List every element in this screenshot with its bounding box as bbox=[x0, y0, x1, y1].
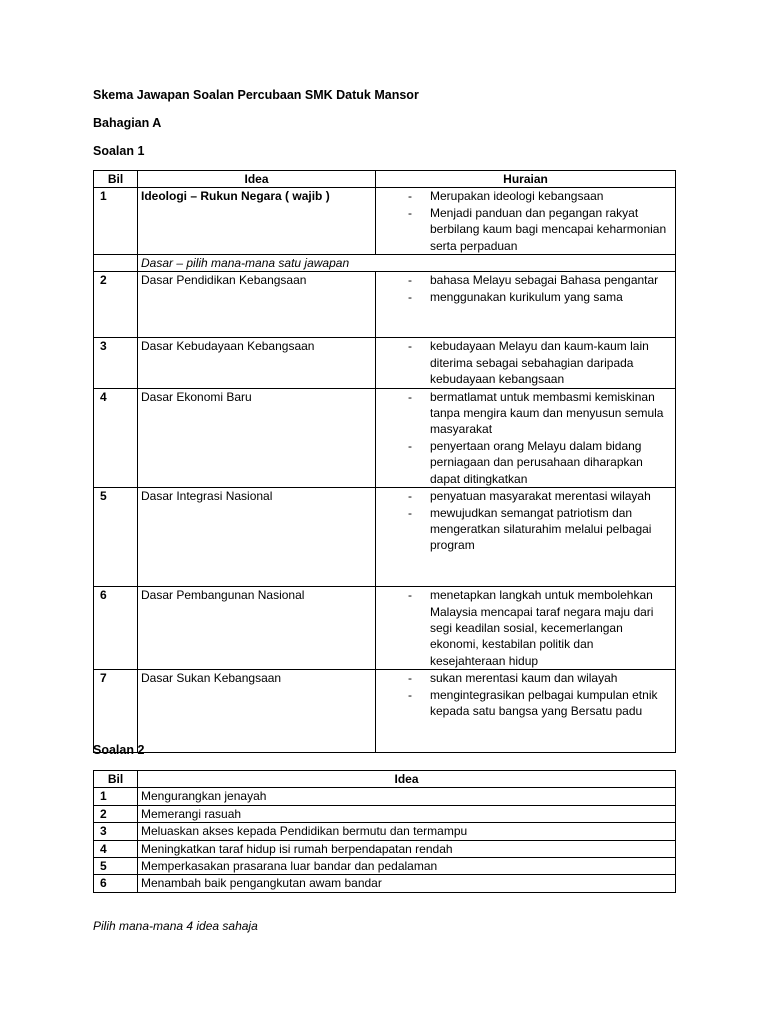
huraian-text: bermatlamat untuk membasmi kemiskinan tanpa mengira kaum dan menyusun semula masyarakat bbox=[430, 389, 664, 437]
header-bil: Bil bbox=[94, 771, 138, 788]
huraian-point bbox=[379, 338, 672, 387]
huraian-text: menggunakan kurikulum yang sama bbox=[430, 289, 623, 304]
dash-bullet: - bbox=[408, 273, 412, 288]
row-number: 1 bbox=[94, 788, 138, 805]
huraian-text: penyatuan masyarakat merentasi wilayah bbox=[430, 489, 651, 504]
row-number: 5 bbox=[94, 488, 138, 587]
huraian-text: Menjadi panduan dan pegangan rakyat berbilang kaum bagi mencapai keharmonian serta perpaduan bbox=[430, 205, 667, 253]
header-idea: Idea bbox=[138, 171, 376, 188]
dash-bullet: - bbox=[408, 505, 412, 520]
huraian-list bbox=[379, 488, 672, 554]
dash-bullet: - bbox=[408, 205, 412, 220]
row-number: 5 bbox=[94, 858, 138, 875]
huraian-list bbox=[379, 587, 672, 669]
row-idea: Dasar Sukan Kebangsaan bbox=[138, 670, 376, 753]
row-number: 7 bbox=[94, 670, 138, 753]
huraian-point bbox=[379, 438, 672, 487]
huraian-point bbox=[379, 389, 672, 438]
header-huraian: Huraian bbox=[376, 171, 676, 188]
document-title: Skema Jawapan Soalan Percubaan SMK Datuk Mansor bbox=[93, 88, 419, 102]
dash-bullet: - bbox=[408, 189, 412, 204]
dash-bullet: - bbox=[408, 687, 412, 702]
table-row bbox=[94, 805, 676, 822]
row-number: 2 bbox=[94, 272, 138, 338]
dash-bullet: - bbox=[408, 389, 412, 404]
table-row bbox=[94, 188, 676, 255]
table-row bbox=[94, 823, 676, 840]
huraian-point bbox=[379, 587, 672, 669]
huraian-list bbox=[379, 338, 672, 387]
table-row bbox=[94, 272, 676, 338]
table-header-row bbox=[94, 171, 676, 188]
table-row bbox=[94, 858, 676, 875]
row-idea: Mengurangkan jenayah bbox=[138, 788, 676, 805]
huraian-text: sukan merentasi kaum dan wilayah bbox=[430, 671, 618, 686]
row-number: 1 bbox=[94, 188, 138, 255]
huraian-point bbox=[379, 205, 672, 254]
huraian-text: bahasa Melayu sebagai Bahasa pengantar bbox=[430, 273, 659, 288]
row-idea: Memerangi rasuah bbox=[138, 805, 676, 822]
row-idea: Meningkatkan taraf hidup isi rumah berpendapatan rendah bbox=[138, 840, 676, 857]
huraian-text: kebudayaan Melayu dan kaum-kaum lain diterima sebagai sebahagian daripada kebudayaan kebangsaan bbox=[430, 339, 649, 387]
question-2-title: Soalan 2 bbox=[93, 743, 145, 757]
table-row bbox=[94, 338, 676, 388]
dash-bullet: - bbox=[408, 289, 412, 304]
row-huraian bbox=[376, 587, 676, 670]
subheading-spacer bbox=[94, 255, 138, 272]
row-huraian bbox=[376, 488, 676, 587]
row-number: 6 bbox=[94, 875, 138, 892]
subheading-text: Dasar – pilih mana-mana satu jawapan bbox=[138, 255, 676, 272]
instruction-note: Pilih mana-mana 4 idea sahaja bbox=[93, 919, 258, 933]
row-number: 4 bbox=[94, 840, 138, 857]
row-idea: Dasar Kebudayaan Kebangsaan bbox=[138, 338, 376, 388]
table-row bbox=[94, 488, 676, 587]
huraian-point bbox=[379, 289, 672, 305]
question-2-table bbox=[93, 770, 676, 893]
huraian-text: mengintegrasikan pelbagai kumpulan etnik kepada satu bangsa yang Bersatu padu bbox=[430, 687, 658, 718]
row-number: 3 bbox=[94, 338, 138, 388]
section-heading: Bahagian A bbox=[93, 116, 162, 130]
huraian-point bbox=[379, 670, 672, 686]
row-huraian bbox=[376, 670, 676, 753]
row-number: 3 bbox=[94, 823, 138, 840]
huraian-point bbox=[379, 488, 672, 504]
row-huraian bbox=[376, 188, 676, 255]
table-row bbox=[94, 788, 676, 805]
row-idea: Dasar Pembangunan Nasional bbox=[138, 587, 376, 670]
huraian-list bbox=[379, 272, 672, 305]
row-idea: Dasar Ekonomi Baru bbox=[138, 388, 376, 487]
table-row bbox=[94, 587, 676, 670]
question-1-table bbox=[93, 170, 676, 753]
huraian-text: mewujudkan semangat patriotism dan mengeratkan silaturahim melalui pelbagai program bbox=[430, 505, 652, 553]
row-number: 6 bbox=[94, 587, 138, 670]
huraian-point bbox=[379, 272, 672, 288]
header-bil: Bil bbox=[94, 171, 138, 188]
dash-bullet: - bbox=[408, 438, 412, 453]
row-idea: Memperkasakan prasarana luar bandar dan pedalaman bbox=[138, 858, 676, 875]
row-idea: Menambah baik pengangkutan awam bandar bbox=[138, 875, 676, 892]
row-huraian bbox=[376, 388, 676, 487]
dash-bullet: - bbox=[408, 339, 412, 354]
huraian-point bbox=[379, 687, 672, 720]
row-idea: Dasar Pendidikan Kebangsaan bbox=[138, 272, 376, 338]
huraian-point bbox=[379, 505, 672, 554]
huraian-point bbox=[379, 188, 672, 204]
table-row bbox=[94, 388, 676, 487]
row-huraian bbox=[376, 272, 676, 338]
row-number: 4 bbox=[94, 388, 138, 487]
huraian-text: menetapkan langkah untuk membolehkan Malaysia mencapai taraf negara maju dari segi keadilan sosial, kecemerlangan ekonomi, kestabilan politik dan kesejahteraan hidup bbox=[430, 588, 654, 668]
table-row bbox=[94, 670, 676, 753]
table-header-row bbox=[94, 771, 676, 788]
dash-bullet: - bbox=[408, 671, 412, 686]
huraian-list bbox=[379, 670, 672, 719]
table-row bbox=[94, 875, 676, 892]
row-idea: Ideologi – Rukun Negara ( wajib ) bbox=[138, 188, 376, 255]
huraian-text: Merupakan ideologi kebangsaan bbox=[430, 189, 604, 204]
row-idea: Dasar Integrasi Nasional bbox=[138, 488, 376, 587]
dash-bullet: - bbox=[408, 489, 412, 504]
row-number: 2 bbox=[94, 805, 138, 822]
huraian-text: penyertaan orang Melayu dalam bidang perniagaan dan perusahaan diharapkan dapat ditingkatkan bbox=[430, 438, 643, 486]
huraian-list bbox=[379, 188, 672, 254]
header-idea: Idea bbox=[138, 771, 676, 788]
row-huraian bbox=[376, 338, 676, 388]
row-idea: Meluaskan akses kepada Pendidikan bermutu dan termampu bbox=[138, 823, 676, 840]
dash-bullet: - bbox=[408, 588, 412, 603]
huraian-list bbox=[379, 389, 672, 487]
subheading-row bbox=[94, 255, 676, 272]
table-row bbox=[94, 840, 676, 857]
question-1-title: Soalan 1 bbox=[93, 144, 145, 158]
